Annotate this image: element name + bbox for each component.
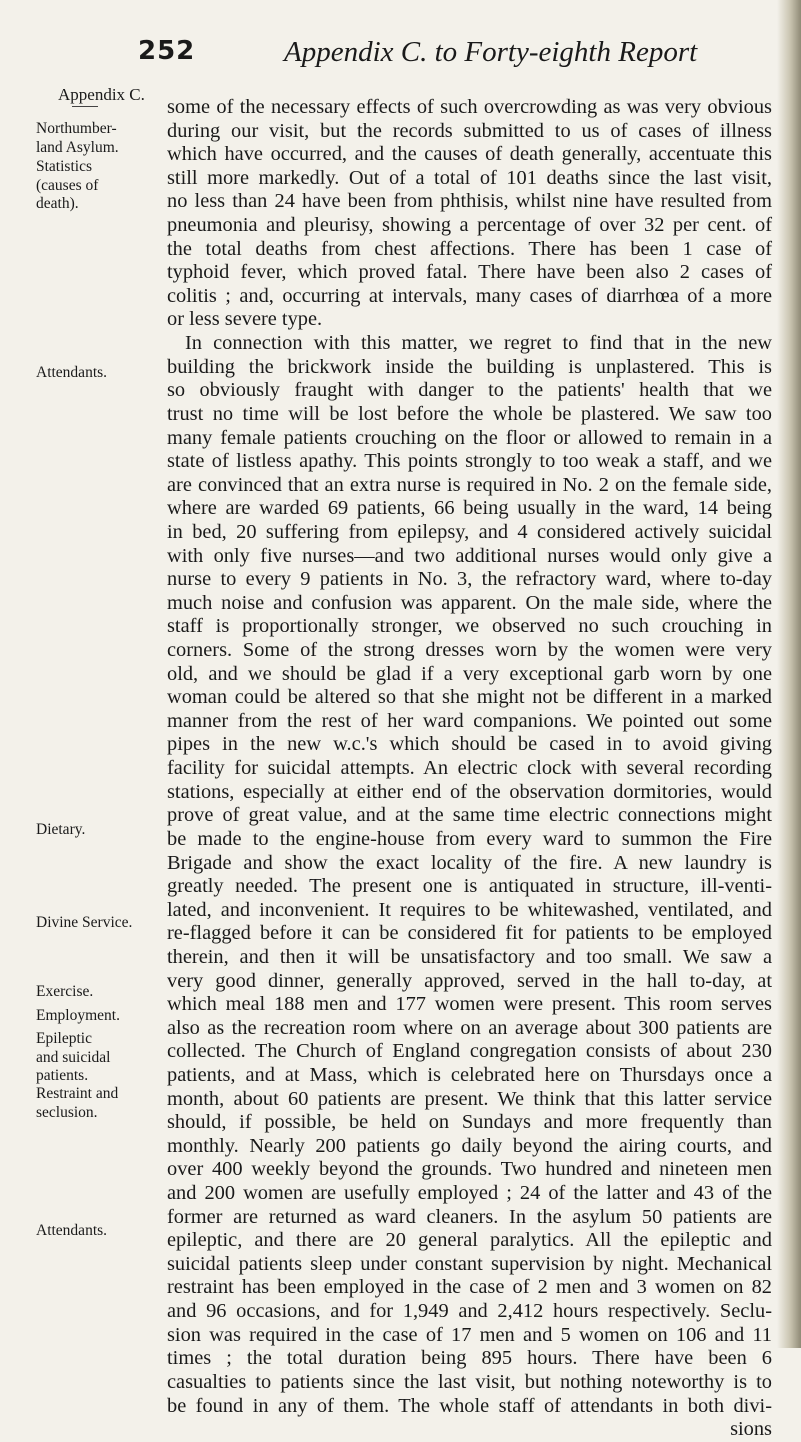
text-line: trust no time will be lost before the whole be plastered. We saw too	[167, 402, 772, 425]
text-line: sion was required in the case of 17 men and 5 women on 106 and 11	[167, 1323, 772, 1346]
text-line: collected. The Church of England congregation consists of about 230	[167, 1040, 772, 1063]
text-line: very good dinner, generally approved, served in the hall to-day, at	[167, 969, 772, 992]
margin-note-line: seclusion.	[36, 1103, 98, 1121]
text-line: also as the recreation room where on an average about 300 patients are	[167, 1016, 772, 1039]
text-line: therein, and then it will be unsatisfactory and too small. We saw a	[167, 945, 772, 968]
margin-note	[36, 821, 156, 840]
text-line: sions	[730, 1418, 772, 1441]
margin-note-line: Attendants.	[36, 1222, 108, 1239]
text-line: greatly needed. The present one is antiquated in structure, ill-venti-	[167, 875, 772, 898]
running-head: Appendix C. to Forty-eighth Report	[284, 36, 698, 68]
margin-note-line: and suicidal	[36, 1048, 111, 1066]
page-number: 252	[138, 36, 196, 66]
text-line: restraint has been employed in the case of 2 men and 3 women on 82	[167, 1276, 772, 1299]
text-line: so obviously fraught with danger to the patients' health that we	[167, 379, 772, 402]
text-line: many female patients crouching on the floor or allowed to remain in a	[167, 426, 772, 449]
margin-note-line: (causes of	[36, 176, 99, 194]
text-line: facility for suicidal attempts. An electric clock with several recording	[167, 757, 772, 780]
text-line: and 200 women are usefully employed ; 24 of the latter and 43 of the	[167, 1182, 772, 1205]
text-line: epileptic, and there are 20 general paralytics. All the epileptic and	[167, 1229, 772, 1252]
text-line: prove of great value, and at the same time electric connections might	[167, 804, 772, 827]
text-line: woman could be altered so that she might not be different in a marked	[167, 686, 772, 709]
text-line: stations, especially at either end of the observation dormitories, would	[167, 780, 772, 803]
text-line: the total deaths from chest affections. There has been 1 case of	[167, 237, 772, 260]
text-line: still more markedly. Out of a total of 101 deaths since the last visit,	[167, 166, 772, 189]
text-line: be found in any of them. The whole staff of attendants in both divi-	[167, 1394, 772, 1417]
text-line: no less than 24 have been from phthisis, whilst nine have resulted from	[167, 190, 772, 213]
page-edge-shadow	[777, 0, 801, 1348]
text-line: nurse to every 9 patients in No. 3, the refractory ward, where to-day	[167, 568, 772, 591]
margin-note	[36, 1007, 156, 1026]
text-line: are convinced that an extra nurse is required in No. 2 on the female side,	[167, 473, 772, 496]
text-line: corners. Some of the strong dresses worn by the women were very	[167, 639, 772, 662]
margin-note	[36, 1030, 156, 1086]
margin-note-line: Statistics	[36, 158, 92, 175]
margin-note-line: Exercise.	[36, 983, 94, 1000]
text-line: casualties to patients since the last visit, but nothing noteworthy is to	[167, 1370, 772, 1393]
margin-note	[36, 158, 156, 214]
text-line: manner from the rest of her ward companions. We pointed out some	[167, 709, 772, 732]
margin-note	[36, 364, 156, 383]
text-line: should, if possible, be held on Sundays and more frequently than	[167, 1111, 772, 1134]
text-line: staff is proportionally stronger, we observed no such crouching in	[167, 615, 772, 638]
text-line: typhoid fever, which proved fatal. There have been also 2 cases of	[167, 261, 772, 284]
body-text	[167, 96, 772, 1442]
text-line: patients, and at Mass, which is celebrated here on Thursdays once a	[167, 1063, 772, 1086]
text-line: In connection with this matter, we regret to find that in the new	[185, 332, 772, 355]
margin-note-line: Attendants.	[36, 364, 108, 381]
text-line: colitis ; and, occurring at intervals, many cases of diarrhœa of a more	[167, 284, 772, 307]
text-line: former are returned as ward cleaners. In the asylum 50 patients are	[167, 1205, 772, 1228]
text-line: pneumonia and pleurisy, showing a percentage of over 32 per cent. of	[167, 214, 772, 237]
text-line: with only five nurses—and two additional nurses would only give a	[167, 544, 772, 567]
margin-note-line: Divine Service.	[36, 914, 133, 931]
text-line: re-flagged before it can be considered fit for patients to be employed	[167, 922, 772, 945]
text-line: some of the necessary effects of such overcrowding as was very obvious	[167, 96, 772, 118]
text-line: be made to the engine-house from every ward to summon the Fire	[167, 827, 772, 850]
margin-note	[36, 914, 156, 933]
text-line: monthly. Nearly 200 patients go daily beyond the airing courts, and	[167, 1134, 772, 1157]
text-line: much noise and confusion was apparent. On the male side, where the	[167, 591, 772, 614]
text-line: building the brickwork inside the building is unplastered. This is	[167, 355, 772, 378]
margin-note	[36, 1085, 156, 1122]
text-line: state of listless apathy. This points strongly to too weak a staff, and we	[167, 450, 772, 473]
sidenote-divider	[72, 106, 98, 107]
text-line: or less severe type.	[167, 308, 323, 331]
margin-note-line: patients.	[36, 1067, 89, 1085]
margin-note	[36, 1222, 156, 1241]
margin-note-line: Restraint and	[36, 1085, 119, 1102]
text-line: which meal 188 men and 177 women were present. This room serves	[167, 993, 772, 1016]
text-line: lated, and inconvenient. It requires to be whitewashed, ventilated, and	[167, 898, 772, 921]
text-line: and 96 occasions, and for 1,949 and 2,412 hours respectively. Seclu-	[167, 1300, 772, 1323]
text-line: in bed, 20 suffering from epilepsy, and 4 considered actively suicidal	[167, 520, 772, 543]
margin-note-line: land Asylum.	[36, 138, 119, 156]
text-line: suicidal patients sleep under constant supervision by night. Mechanical	[167, 1252, 772, 1275]
margin-note-line: death).	[36, 195, 79, 213]
text-line: which have occurred, and the causes of death generally, accentuate this	[167, 143, 772, 166]
text-line: over 400 weekly beyond the grounds. Two hundred and nineteen men	[167, 1158, 772, 1181]
text-line: where are warded 69 patients, 66 being usually in the ward, 14 being	[167, 497, 772, 520]
margin-note-line: Appendix C.	[58, 85, 145, 104]
text-line: Brigade and show the exact locality of the fire. A new laundry is	[167, 851, 772, 874]
margin-note	[36, 120, 156, 157]
margin-note-line: Epileptic	[36, 1030, 92, 1047]
text-line: month, about 60 patients are present. We think that this latter service	[167, 1087, 772, 1110]
margin-note-line: Employment.	[36, 1007, 120, 1024]
margin-note-line: Dietary.	[36, 821, 86, 838]
text-line: times ; the total duration being 895 hours. There have been 6	[167, 1347, 772, 1370]
text-line: old, and we should be glad if a very exceptional garb worn by one	[167, 662, 772, 685]
margin-note	[58, 86, 178, 105]
text-line: pipes in the new w.c.'s which should be cased in to avoid giving	[167, 733, 772, 756]
margin-note-line: Northumber-	[36, 120, 117, 137]
text-line: during our visit, but the records submitted to us of cases of illness	[167, 119, 772, 142]
margin-note	[36, 983, 156, 1002]
